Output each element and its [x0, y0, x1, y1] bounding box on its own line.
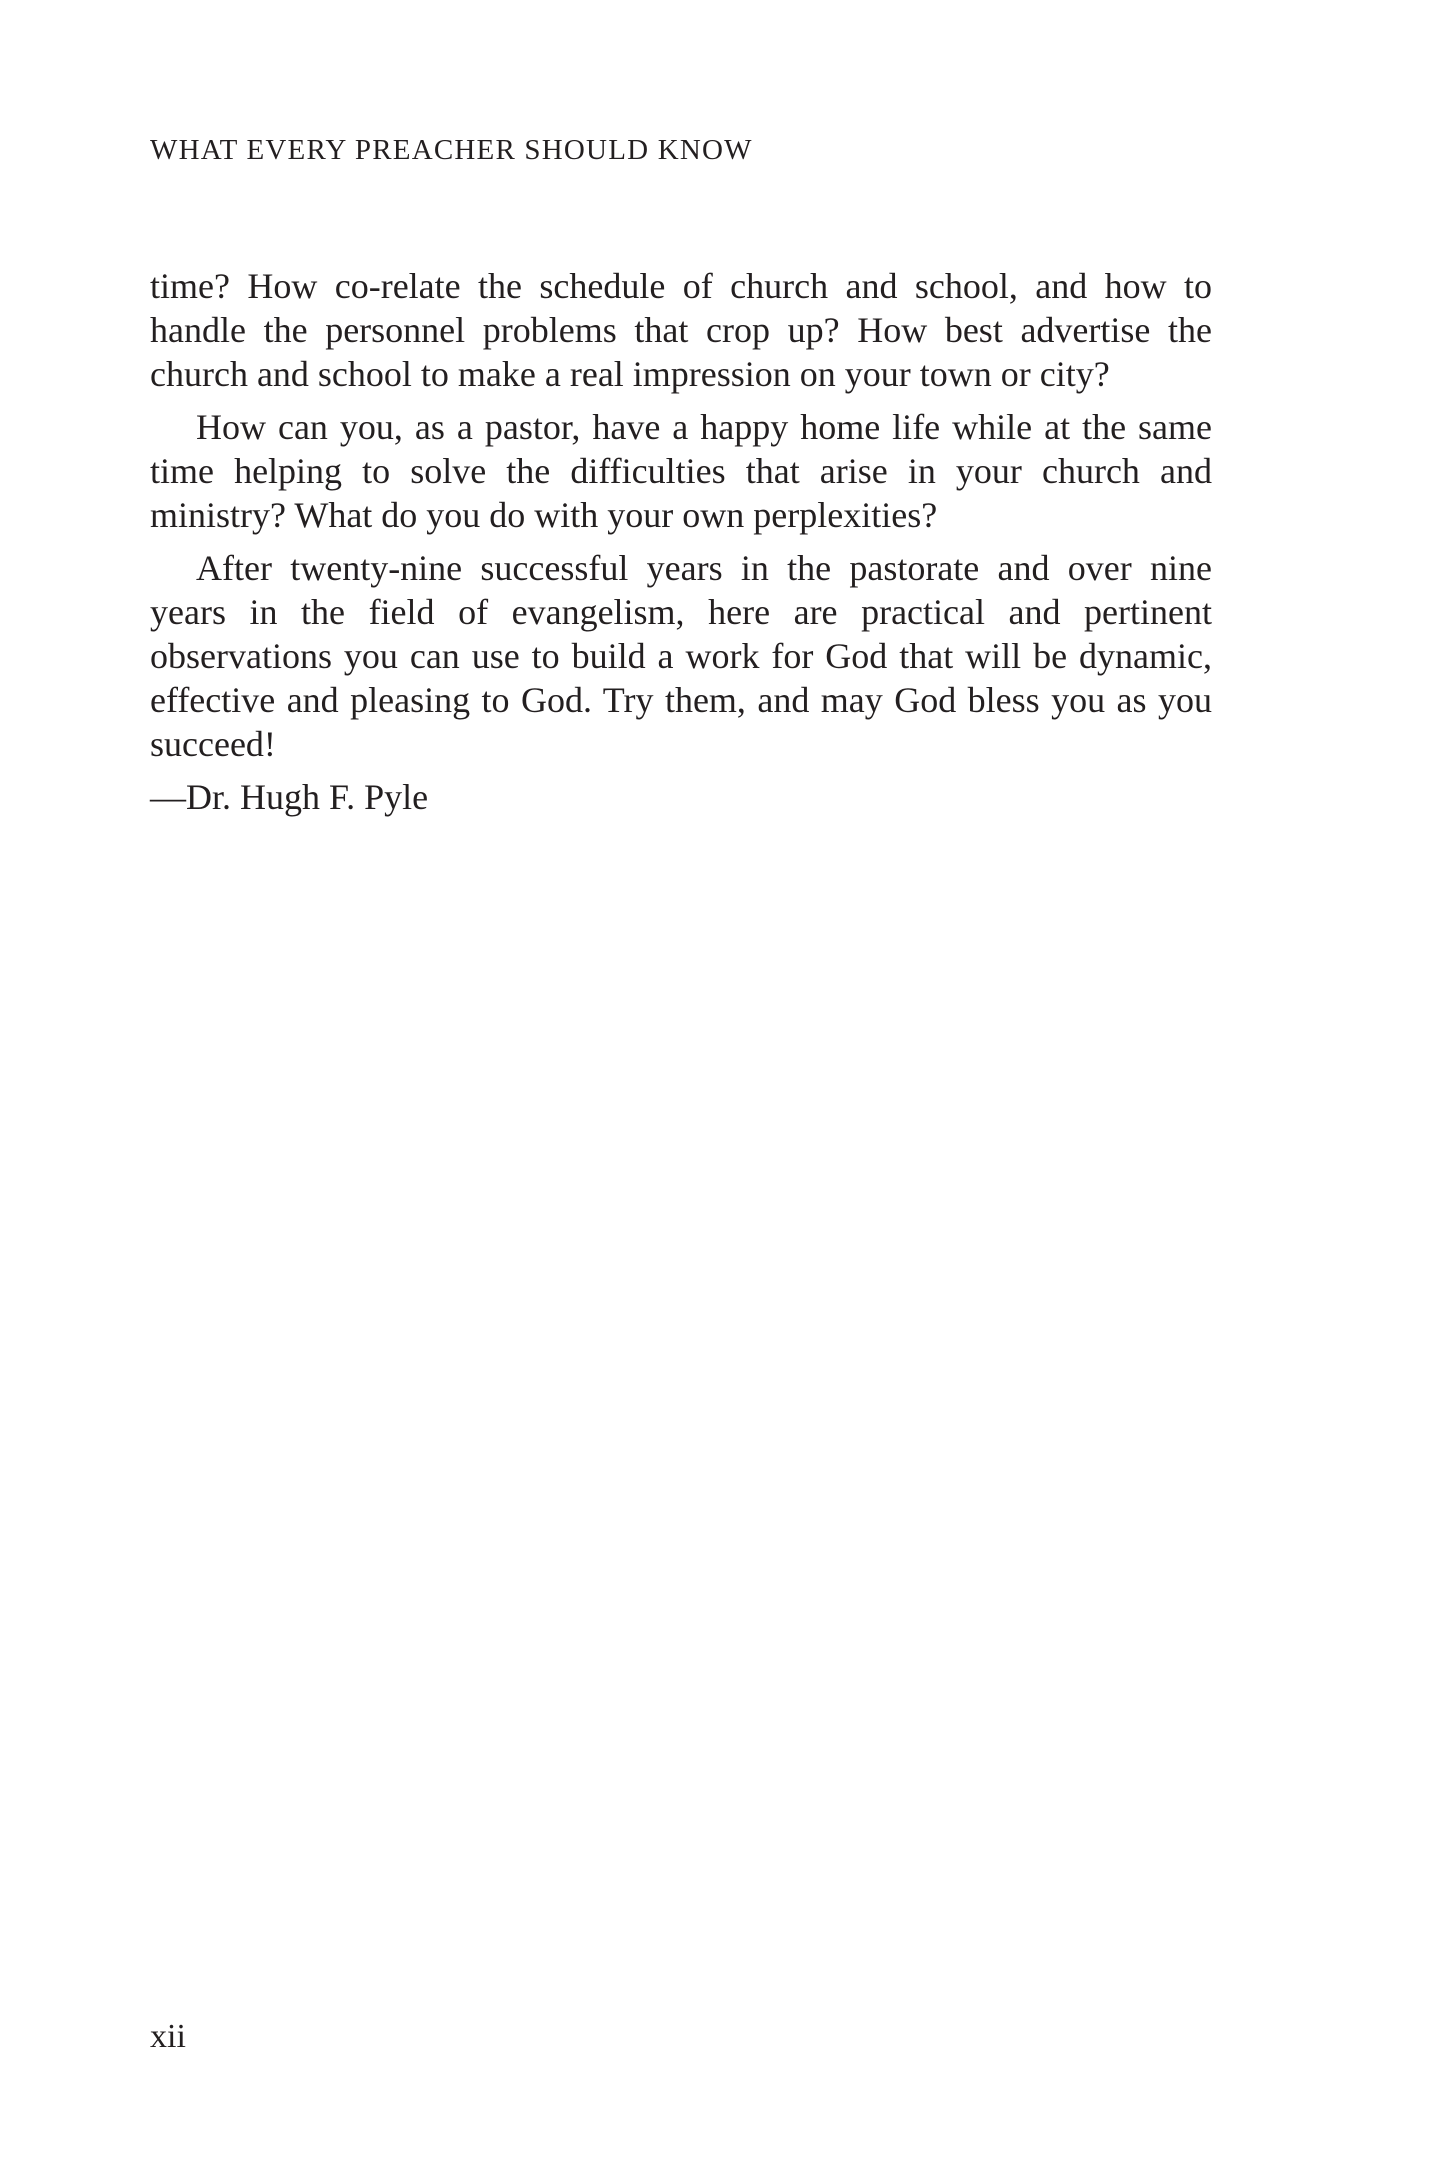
running-head: WHAT EVERY PREACHER SHOULD KNOW: [150, 134, 753, 166]
paragraph: After twenty-nine successful years in the pastorate and over nine years in the field of evangelism, here are practical and pertinent observations you can use to build a work for God that will be dynamic, effective and pleasing to God. Try them, and may God bless you as you succeed!: [150, 548, 1212, 764]
page-number: xii: [150, 2018, 186, 2055]
paragraph: time? How co-relate the schedule of church and school, and how to handle the personnel problems that crop up? How best advertise the church and school to make a real impression on your town or city?: [150, 266, 1212, 394]
body-text: [150, 264, 1212, 828]
author-signature: —Dr. Hugh F. Pyle: [150, 777, 429, 817]
paragraph: How can you, as a pastor, have a happy home life while at the same time helping to solve the difficulties that arise in your church and ministry? What do you do with your own perplexities?: [150, 407, 1212, 535]
